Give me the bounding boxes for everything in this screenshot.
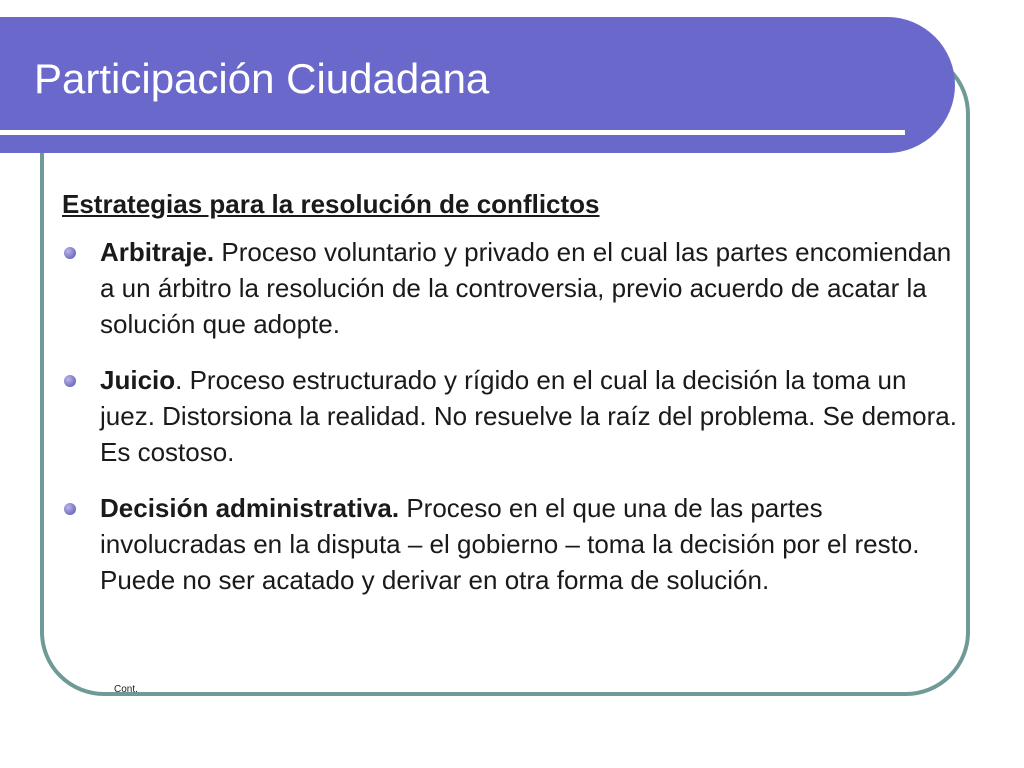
bullet-item-arbitraje [62,234,962,342]
bullet-text: Proceso en el que una de las partes involucradas en la disputa – el gobierno – toma la decisión por el resto. Puede no ser acatado y derivar en otra forma de solución. [100,493,920,595]
slide-title: Participación Ciudadana [34,55,490,102]
section-heading: Estrategias para la resolución de conflictos [62,189,600,219]
bullet-text: . Proceso estructurado y rígido en el cual la decisión la toma un juez. Distorsiona la realidad. No resuelve la raíz del problema. Se demora. Es costoso. [100,365,957,467]
slide-body [62,186,962,618]
bullet-dot-icon [64,247,76,259]
bullet-dot-icon [64,375,76,387]
bullet-term: Arbitraje. [100,237,215,267]
bullet-term: Juicio [100,365,176,395]
bullet-item-decision-administrativa [62,490,962,598]
title-divider [0,130,905,135]
bullet-item-juicio [62,362,962,470]
footnote: Cont. [114,684,138,695]
bullet-dot-icon [64,503,76,515]
bullet-term: Decisión administrativa. [100,493,400,523]
bullet-text: Proceso voluntario y privado en el cual las partes encomiendan a un árbitro la resolución de la controversia, previo acuerdo de acatar la solución que adopte. [100,237,952,339]
